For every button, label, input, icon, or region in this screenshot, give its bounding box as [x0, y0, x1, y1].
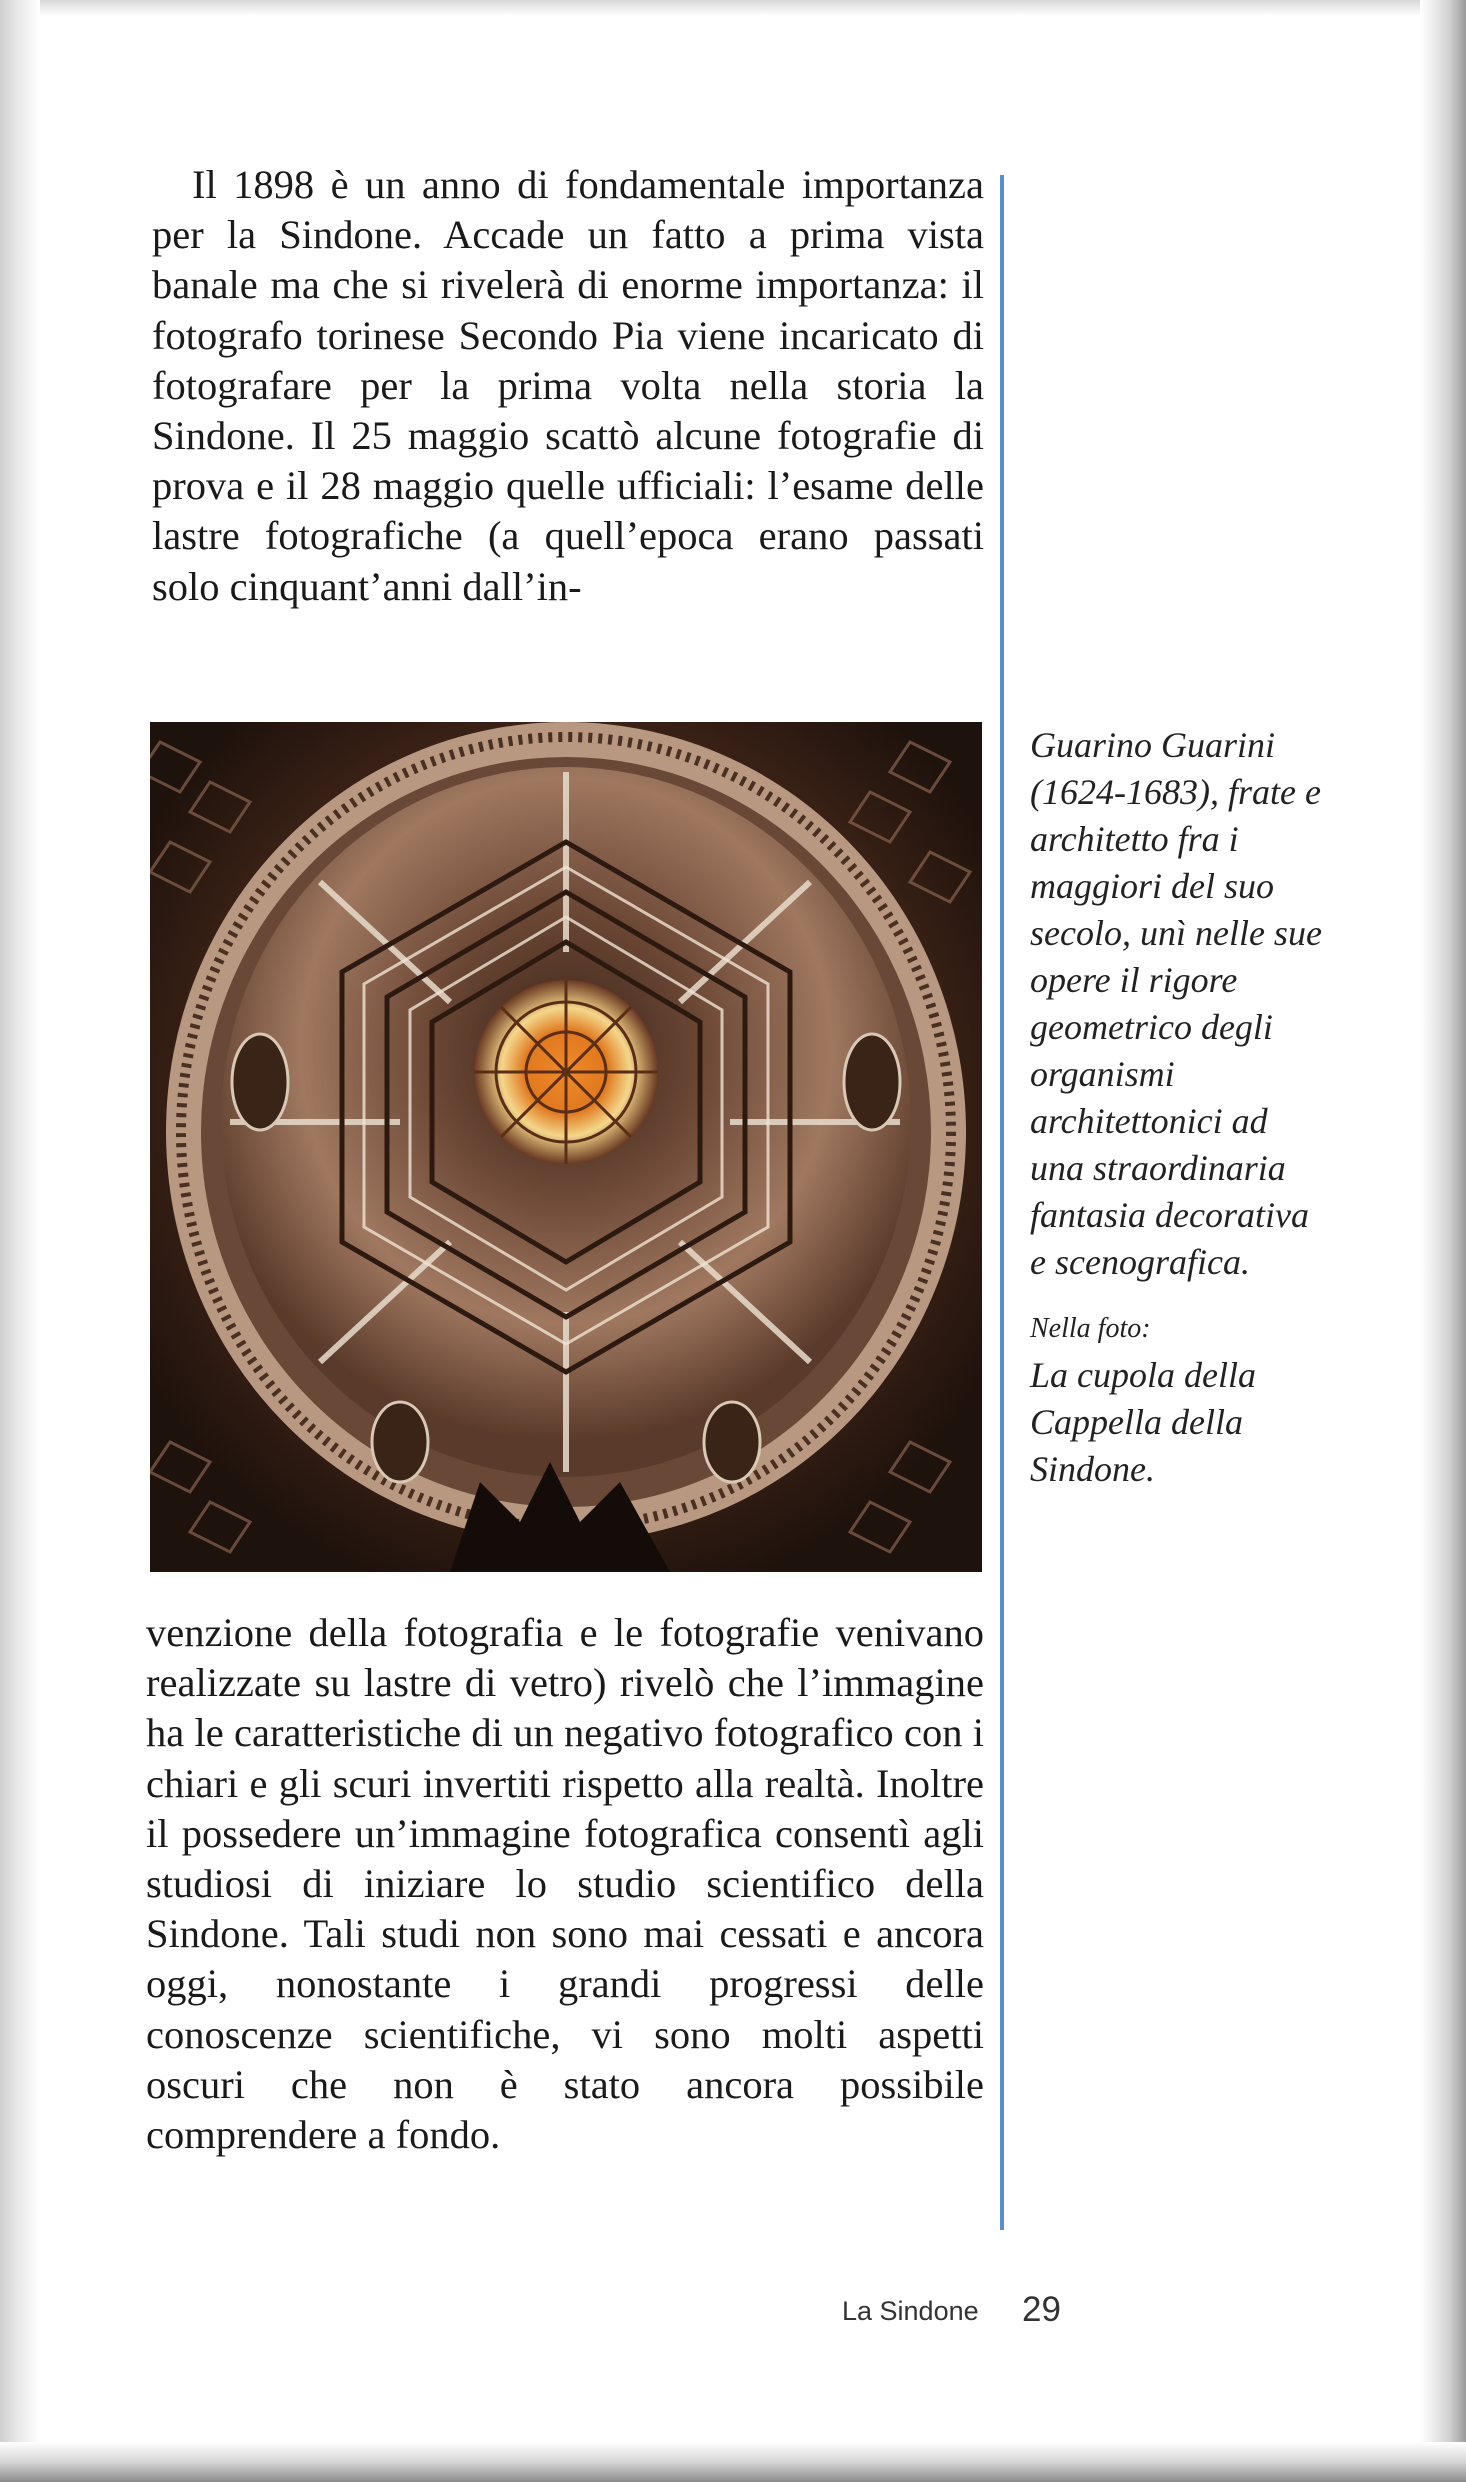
photo-caption: La cupola della Cappella della Sindone.	[1030, 1355, 1256, 1489]
caption-main-text: Guarino Guarini (1624-1683), frate e architetto fra i maggiori del suo secolo, unì nelle sue opere il rigore geometrico degli organismi architettonici ad una straordinaria fantasia decorativa e scenografica.	[1030, 725, 1322, 1282]
photo-label: Nella foto:	[1030, 1313, 1151, 1344]
sidebar-caption	[1030, 722, 1330, 1493]
dome-photo	[150, 722, 982, 1572]
page-edge-right	[1420, 0, 1466, 2482]
dome-photo-illustration	[150, 722, 982, 1572]
page-edge-top	[0, 0, 1466, 16]
paragraph-top: Il 1898 è un anno di fondamentale importanza per la Sindone. Accade un fatto a prima vista banale ma che si rivelerà di enorme importanza: il fotografo torinese Secondo Pia viene incaricato di fotografare per la prima volta nella storia la Sindone. Il 25 maggio scattò alcune fotografie di prova e il 28 maggio quelle ufficiali: l’esame delle lastre fotografiche (a quell’epoca erano passati solo cinquant’anni dall’in-	[152, 162, 984, 609]
paragraph-bottom: venzione della fotografia e le fotografie venivano realizzate su lastre di vetro) rivelò che l’immagine ha le caratteristiche di un negativo fotografico con i chiari e gli scuri invertiti rispetto alla realtà. Inoltre il possedere un’immagine fotografica consentì agli studiosi di iniziare lo studio scientifico della Sindone. Tali studi non sono mai cessati e ancora oggi, nonostante i grandi progressi delle conoscenze scientifiche, vi sono molti aspetti oscuri che non è stato ancora possibile comprendere a fondo.	[146, 1610, 984, 2158]
running-title: La Sindone	[842, 2296, 979, 2326]
body-text-top	[152, 160, 984, 612]
page-number: 29	[1022, 2290, 1061, 2329]
column-divider-rule	[1000, 175, 1004, 2230]
page-edge-left	[0, 0, 40, 2482]
body-text-bottom	[146, 1608, 984, 2160]
page-edge-bottom	[0, 2442, 1466, 2482]
